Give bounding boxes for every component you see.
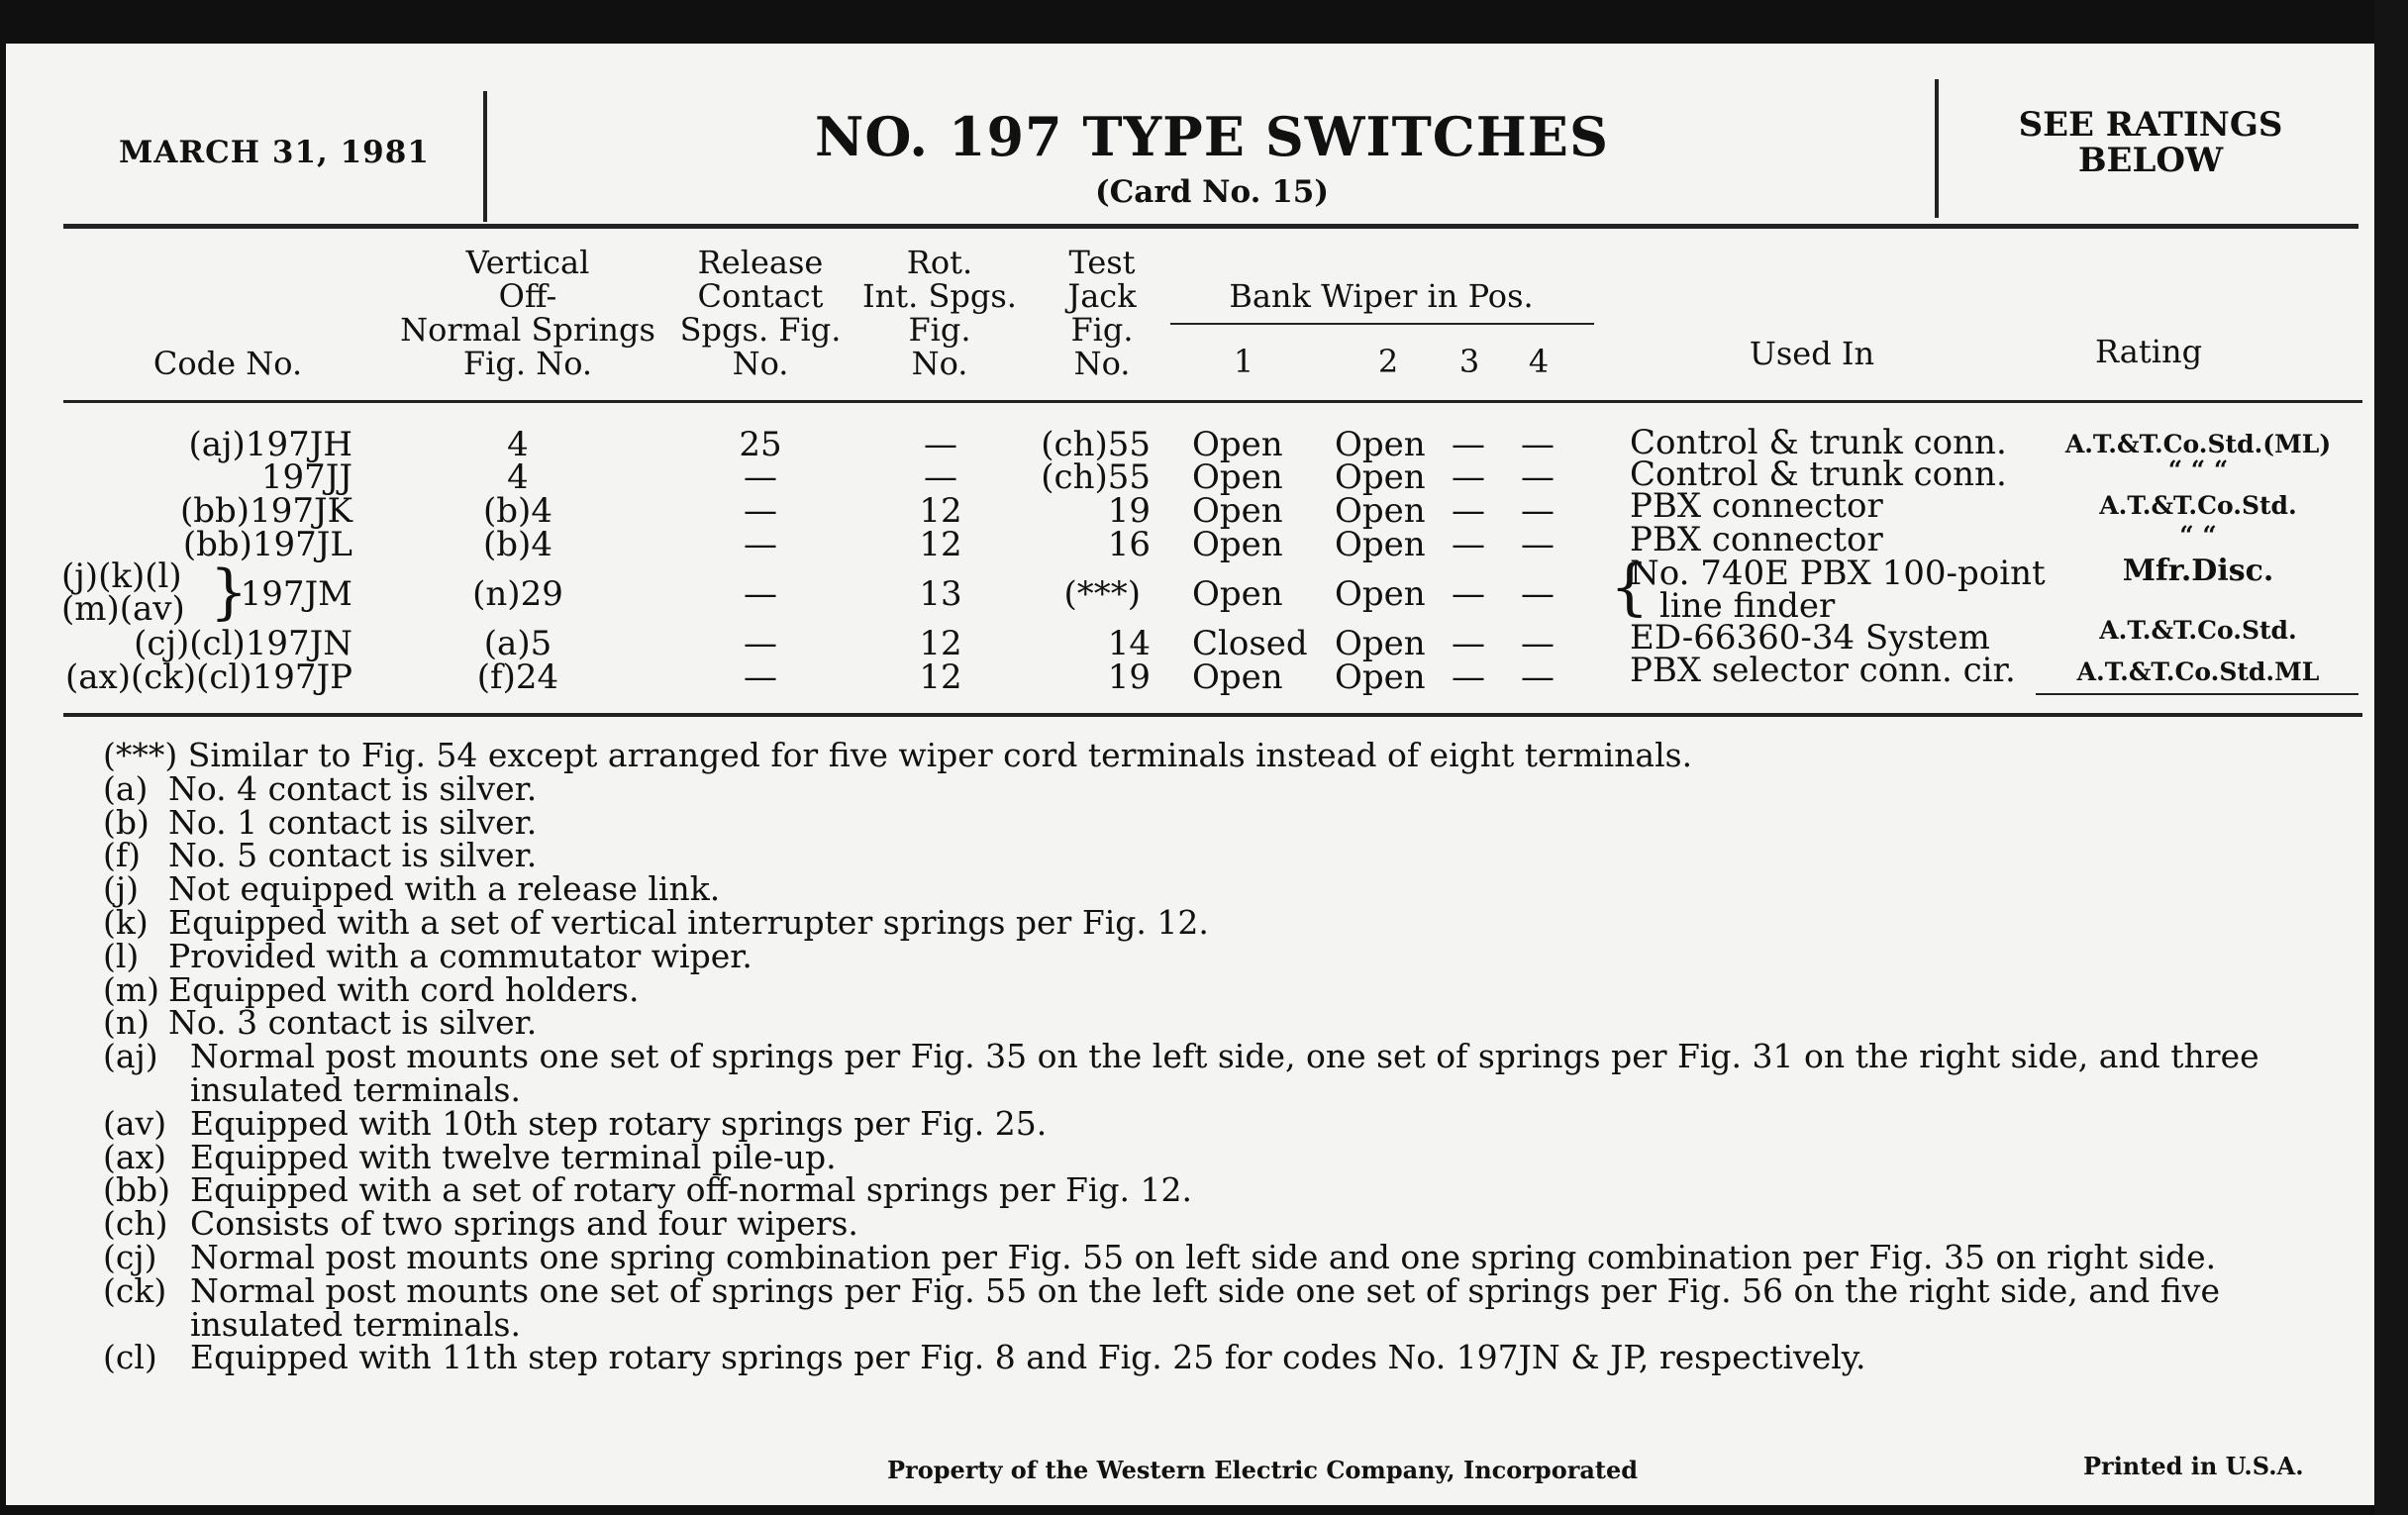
header-divider-left — [483, 91, 487, 222]
row-used: Control & trunk conn. — [1630, 454, 2007, 494]
row-rating: A.T.&T.Co.Std.(ML) — [2064, 430, 2332, 458]
footnote: (n) No. 3 contact is silver. — [103, 1003, 538, 1043]
header-rule — [63, 224, 2358, 229]
footnote: (cj) Normal post mounts one spring combination per Fig. 55 on left side and one spring combination per Fig. 35 on right side. — [103, 1237, 2217, 1276]
row-code: (cj)(cl)197JN — [134, 624, 352, 663]
row-von: 4 — [507, 425, 529, 464]
row-rot: 12 — [919, 525, 962, 564]
row-bank1: Open — [1192, 425, 1283, 464]
ratings-note-line1: SEE RATINGS — [2018, 105, 2283, 145]
row-rating: A.T.&T.Co.Std. — [2099, 491, 2297, 520]
row-used: PBX selector conn. cir. — [1630, 651, 2016, 690]
row-von: (b)4 — [483, 491, 552, 531]
card-title: NO. 197 TYPE SWITCHES — [815, 105, 1609, 168]
row-code: 197JJ — [260, 457, 352, 497]
scan-border — [2374, 0, 2408, 1515]
row-jack: (ch)55 — [1041, 425, 1151, 464]
row-bank1: Open — [1192, 657, 1283, 697]
footnote: (aj) Normal post mounts one set of springs per Fig. 35 on the left side, one set of springs per Fig. 31 on the right side, and three insulated terminals. — [103, 1037, 2259, 1109]
row-bank4: — — [1521, 657, 1555, 697]
row-bank2: Open — [1335, 624, 1426, 663]
row-bank2: Open — [1335, 525, 1426, 564]
row-bank1: Open — [1192, 457, 1283, 497]
row-rating: “ “ — [2179, 521, 2217, 550]
row-release: — — [744, 491, 777, 531]
row-bank3: — — [1452, 457, 1485, 497]
row-code: (bb)197JK — [180, 491, 352, 531]
row-rot: — — [924, 457, 957, 497]
row-bank4: — — [1521, 491, 1555, 531]
row-bank3: — — [1452, 491, 1485, 531]
footnote: (m) Equipped with cord holders. — [103, 969, 640, 1009]
row-bank3: — — [1452, 425, 1485, 464]
row-used: No. 740E PBX 100-point — [1630, 554, 2046, 593]
row-bank4: — — [1521, 624, 1555, 663]
rating-underline — [2036, 693, 2358, 695]
col-rot: Rot. Int. Spgs. Fig. No. — [862, 244, 1017, 382]
row-bank3: — — [1452, 657, 1485, 697]
footnote: (bb) Equipped with a set of rotary off-normal springs per Fig. 12. — [103, 1170, 1192, 1210]
brace-left-icon: { — [1610, 551, 1650, 623]
row-used: Control & trunk conn. — [1630, 423, 2007, 462]
row-rot: 13 — [919, 574, 962, 614]
row-bank4: — — [1521, 525, 1555, 564]
col-von: Vertical Off- Normal Springs Fig. No. — [400, 244, 655, 382]
row-used: PBX connector — [1630, 486, 1883, 526]
printed-line: Printed in U.S.A. — [2083, 1452, 2304, 1480]
row-code: (aj)197JH — [188, 425, 352, 464]
row-bank4: — — [1521, 457, 1555, 497]
footnotes — [103, 736, 2341, 1377]
row-bank1: Open — [1192, 491, 1283, 531]
footnote: (f) No. 5 contact is silver. — [103, 836, 538, 875]
row-rot: — — [924, 425, 957, 464]
row-bank3: — — [1452, 624, 1485, 663]
bank-pos-1: 1 — [1233, 343, 1254, 380]
row-jack: 14 — [1107, 624, 1151, 663]
row-bank3: — — [1452, 574, 1485, 614]
row-rot: 12 — [919, 657, 962, 697]
card-date: MARCH 31, 1981 — [119, 135, 430, 170]
row-rating: “ “ “ — [2167, 455, 2229, 484]
row-bank2: Open — [1335, 457, 1426, 497]
footnote: (cl) Equipped with 11th step rotary springs per Fig. 8 and Fig. 25 for codes No. 197JN & JP, respectively. — [103, 1338, 1866, 1377]
brace-icon: } — [210, 557, 249, 627]
footnote: (***) Similar to Fig. 54 except arranged for five wiper cord terminals instead of eight terminals. — [103, 736, 1693, 774]
card-subtitle: (Card No. 15) — [1094, 174, 1330, 210]
row-code: (ax)(ck)(cl)197JP — [65, 657, 352, 697]
ratings-note-line2: BELOW — [2077, 141, 2224, 180]
row-bank3: — — [1452, 525, 1485, 564]
row-rot: 12 — [919, 491, 962, 531]
col-rating: Rating — [2094, 333, 2203, 370]
col-bank-wiper: Bank Wiper in Pos. — [1229, 277, 1534, 315]
row-jack: 19 — [1107, 657, 1151, 697]
footnote: (b) No. 1 contact is silver. — [103, 802, 538, 842]
row-jack: 16 — [1107, 525, 1151, 564]
row-release: — — [744, 525, 777, 564]
row-release: — — [744, 574, 777, 614]
row-release: — — [744, 657, 777, 697]
footnote: (ch) Consists of two springs and four wipers. — [103, 1204, 858, 1244]
row-jack: 19 — [1107, 491, 1151, 531]
row-code-prefix: (j)(k)(l) (m)(av) — [61, 556, 185, 629]
row-rating: A.T.&T.Co.Std. — [2099, 616, 2297, 645]
row-von: (a)5 — [483, 624, 552, 663]
bank-pos-4: 4 — [1528, 343, 1550, 380]
row-code: 197JM — [240, 574, 352, 614]
row-release: 25 — [739, 425, 782, 464]
row-bank4: — — [1521, 574, 1555, 614]
row-code: (bb)197JL — [182, 525, 352, 564]
row-rating: A.T.&T.Co.Std.ML — [2076, 657, 2320, 686]
row-rating: Mfr.Disc. — [2122, 554, 2274, 588]
ratings-note — [1943, 107, 2358, 178]
row-bank1: Open — [1192, 574, 1283, 614]
row-used: ED-66360-34 System — [1630, 618, 1990, 657]
col-release: Release Contact Spgs. Fig. No. — [679, 244, 842, 382]
row-von: (f)24 — [476, 657, 559, 697]
footnote: (av) Equipped with 10th step rotary springs per Fig. 25. — [103, 1103, 1048, 1143]
footnote: (ax) Equipped with twelve terminal pile-up. — [103, 1137, 837, 1176]
bank-wiper-rule — [1170, 323, 1594, 325]
bank-pos-2: 2 — [1377, 343, 1399, 380]
property-line: Property of the Western Electric Company, Incorporated — [887, 1456, 1639, 1484]
row-jack: (ch)55 — [1041, 457, 1151, 497]
row-release: — — [744, 457, 777, 497]
footnote: (j) Not equipped with a release link. — [103, 869, 721, 909]
row-von: (b)4 — [483, 525, 552, 564]
col-test-jack: Test Jack Fig. No. — [1067, 244, 1137, 382]
row-bank2: Open — [1335, 657, 1426, 697]
row-bank4: — — [1521, 425, 1555, 464]
col-code: Code No. — [152, 345, 303, 382]
row-release: — — [744, 624, 777, 663]
row-bank2: Open — [1335, 425, 1426, 464]
row-rot: 12 — [919, 624, 962, 663]
footnote: (ck) Normal post mounts one set of springs per Fig. 55 on the left side one set of springs per Fig. 56 on the right side, and five insulated terminals. — [103, 1270, 2220, 1344]
col-used-in: Used In — [1749, 335, 1875, 372]
row-bank1: Open — [1192, 525, 1283, 564]
row-bank2: Open — [1335, 574, 1426, 614]
row-bank1: Closed — [1192, 624, 1308, 663]
row-von: 4 — [507, 457, 529, 497]
table-bottom-rule — [63, 713, 2362, 717]
row-von: (n)29 — [472, 574, 563, 614]
row-used-line2: line finder — [1659, 586, 1836, 626]
bank-pos-3: 3 — [1458, 343, 1480, 380]
footnote: (l) Provided with a commutator wiper. — [103, 936, 752, 975]
row-used: PBX connector — [1630, 520, 1883, 559]
row-jack: (***) — [1063, 574, 1141, 614]
footnote: (k) Equipped with a set of vertical interrupter springs per Fig. 12. — [103, 902, 1209, 942]
table-head-rule — [63, 400, 2362, 403]
row-bank2: Open — [1335, 491, 1426, 531]
header-divider-right — [1935, 79, 1939, 218]
footnote: (a) No. 4 contact is silver. — [103, 768, 538, 808]
